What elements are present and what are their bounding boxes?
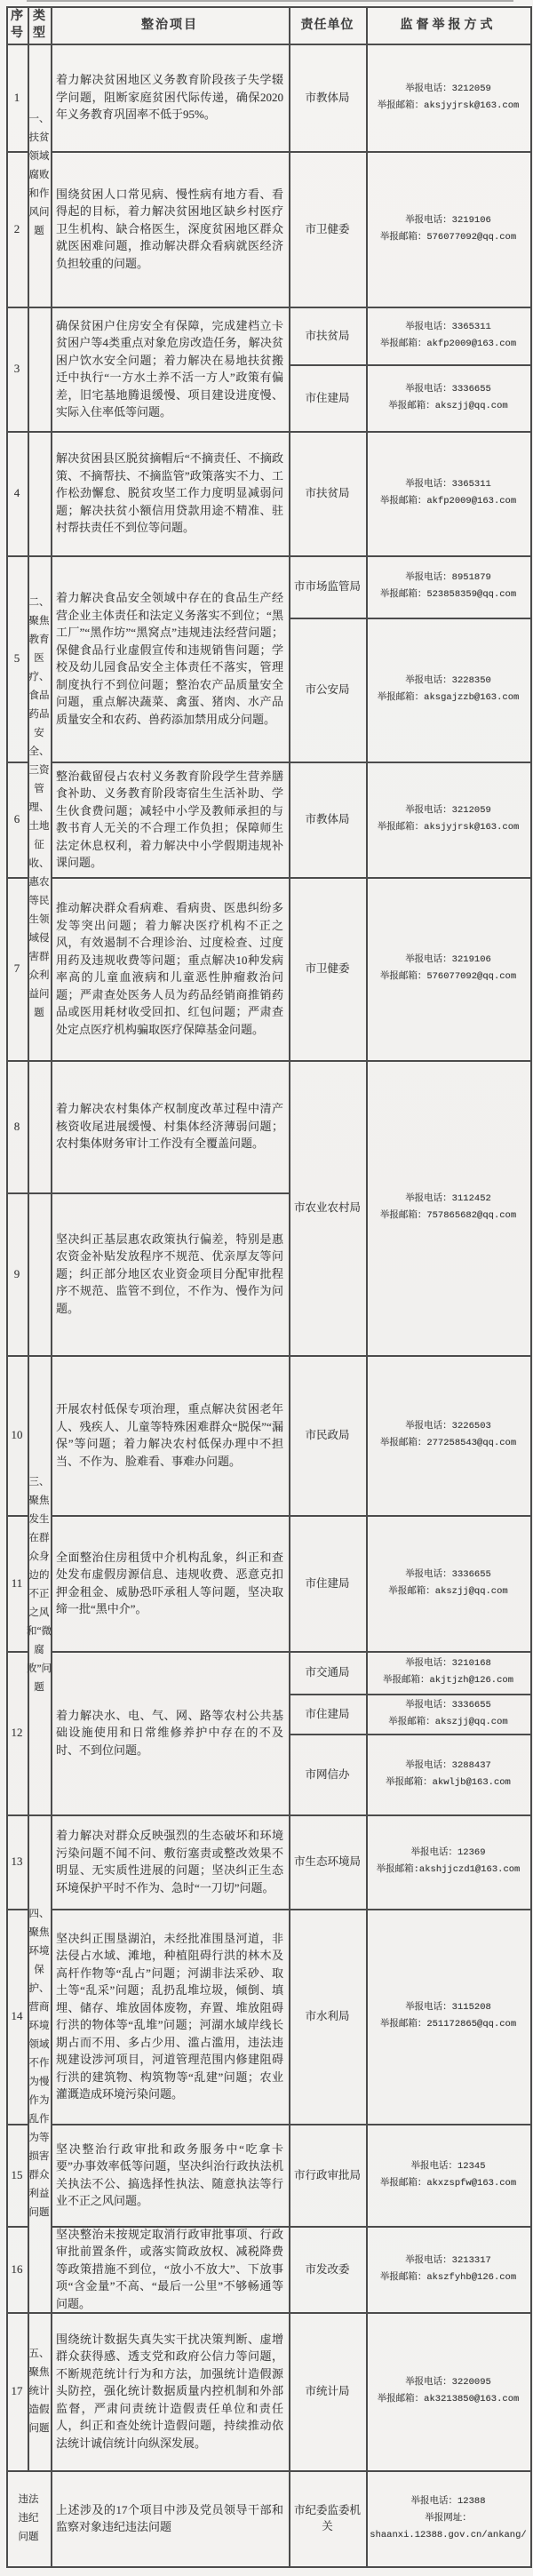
unit-name: 市卫健委 xyxy=(305,222,350,235)
col-header-project xyxy=(51,6,289,44)
unit-name: 市卫健委 xyxy=(305,962,350,975)
project-text: 坚决整治行政审批和政务服务中“吃拿卡要”办事效率低等问题，坚决纠治行政执法机关执法不公、搞选择性执法、随意执法等行业不正之风问题。 xyxy=(56,2141,283,2207)
unit-name-cell xyxy=(289,151,366,307)
contact-line: 举报电话：3212059 xyxy=(405,83,491,94)
unit-name-cell xyxy=(289,1355,366,1515)
project-text: 上述涉及的17个项目中涉及党员领导干部和监察对象违纪违法问题 xyxy=(56,2502,283,2533)
project-text: 推动解决群众看病难、看病贵、医患纠纷多发等突出问题；着力解决医疗机构不正之风，有效遏制不合理诊治、过度检查、过度用药及违规收费等问题；重点解决10种发病率高的儿童血液病和儿童恶性肿瘤救治问题；严肃查处医务人员为药品经销商推销药品或医用耗材收受回扣、红包问题；严肃查处定点医疗机构骗取医疗保障基金问题。 xyxy=(56,901,283,1036)
grid-line-h xyxy=(6,2566,532,2568)
contact-line: 举报邮箱：akfp2009@163.com xyxy=(379,496,517,506)
contact-cell xyxy=(366,1060,530,1355)
contact-line: 举报电话：3336655 xyxy=(405,1568,491,1580)
violation-type-cell xyxy=(6,2470,51,2566)
contact-line: 举报电话：12345 xyxy=(410,2160,486,2172)
unit-name: 市住建局 xyxy=(305,391,350,404)
contact-line: 举报电话：3219106 xyxy=(405,214,491,226)
type-group-cell xyxy=(28,44,51,307)
project-text: 解决贫困县区脱贫摘帽后“不摘责任、不摘政策、不摘帮扶、不摘监管”政策落实不力、工作松劲懈怠、脱贫攻坚工作力度明显减弱问题；解决扶贫小额信用贷款用途不精准、驻村帮扶责任不到位等问题。 xyxy=(56,451,283,535)
unit-name-cell xyxy=(289,877,366,1060)
unit-name: 市农业农村局 xyxy=(293,1201,361,1214)
unit-name-cell xyxy=(289,1694,366,1734)
contact-line: 举报邮箱:akshjjczd1@163.com xyxy=(376,1864,521,1875)
contact-line: 举报电话：3365311 xyxy=(405,321,491,332)
project-cell xyxy=(51,1814,289,1909)
project-text: 围绕贫困人口常见病、慢性病有地方看、看得起的目标，着力解决贫困地区缺乡村医疗卫生机构、缺合格医生，深度贫困地区群众就医困难问题，推动解决群众看病就医经济负担较重的问题。 xyxy=(56,187,283,270)
contact-cell xyxy=(366,2312,530,2470)
project-text: 着力解决对群众反映强烈的生态破坏和环境污染问题不闻不问、敷衍塞责或整改效果不明显、无实质性进展的问题；坚决纠正生态环境保护平时不作为、急时“一刀切”问题。 xyxy=(56,1829,283,1894)
unit-name-cell xyxy=(289,762,366,877)
type-group-label: 一、扶贫领域腐败和作风问题 xyxy=(28,113,50,236)
row-number-cell: 9 xyxy=(13,1266,20,1280)
project-cell xyxy=(51,307,289,431)
row-number-cell: 10 xyxy=(11,1428,23,1441)
unit-name: 市水利局 xyxy=(305,2010,350,2022)
contact-cell xyxy=(366,151,530,307)
contact-cell xyxy=(366,1909,530,2124)
col-header-project-label: 整治项目 xyxy=(141,18,198,32)
contact-cell xyxy=(366,431,530,555)
type-group-label: 四、聚焦环境保护、营商环境领域不作为慢作为乱作为等损害群众利益问题 xyxy=(28,1908,50,2218)
project-cell xyxy=(51,1651,289,1814)
contact-line: 举报邮箱：576077092@qq.com xyxy=(379,971,517,982)
row-number-cell: 14 xyxy=(11,2009,23,2022)
contact-line: 举报电话：3210168 xyxy=(405,1658,491,1669)
col-header-unit xyxy=(289,6,366,44)
unit-name: 市扶贫局 xyxy=(305,329,350,342)
contact-line: 举报邮箱：akxzspfw@163.com xyxy=(379,2177,517,2189)
type-group-cell xyxy=(28,2312,51,2470)
contact-cell xyxy=(366,1814,530,1909)
project-cell xyxy=(51,555,289,762)
unit-name: 市教体局 xyxy=(305,91,350,104)
row-number-cell: 17 xyxy=(11,2384,23,2397)
contact-line: 举报电话：8951879 xyxy=(405,572,491,583)
row-number-cell: 6 xyxy=(13,812,20,825)
project-cell xyxy=(51,431,289,555)
project-text: 着力解决农村集体产权制度改革过程中清产核资收尾进展缓慢、村集体经济薄弱问题；农村集体财务审计工作没有全覆盖问题。 xyxy=(56,1102,283,1151)
unit-name: 市网信办 xyxy=(305,1767,350,1781)
project-text: 着力解决水、电、气、网、路等农村公共基础设施使用和日常维修养护中存在的不及时、不到位问题。 xyxy=(56,1708,283,1757)
row-number-cell: 11 xyxy=(11,1575,23,1590)
project-text: 着力解决食品安全领域中存在的食品生产经营企业主体责任和法定义务落实不到位；“黑工厂”“黑作坊”“黑窝点”违规违法经营问题；保健食品行业虚假宣传和违规销售问题；学校及幼儿园食品安全主体责任不落实，管理制度执行不到位问题；整治农产品质量安全问题，重点解决蔬菜、禽蛋、猪肉、水产品质量安全和农药、兽药添加禁用成分问题。 xyxy=(56,591,283,726)
contact-line: 举报电话：3213317 xyxy=(405,2254,491,2266)
unit-name-cell xyxy=(289,2470,366,2566)
contact-line: 举报邮箱：akjtjzh@126.com xyxy=(382,1675,513,1686)
row-number-cell: 12 xyxy=(11,1726,23,1739)
unit-name: 市纪委监委机关 xyxy=(293,2504,361,2532)
project-text: 着力解决贫困地区义务教育阶段孩子失学辍学问题，阻断家庭贫困代际传递，确保2020年义务教育巩固率不低于95%。 xyxy=(56,73,283,122)
contact-line: 举报邮箱：aksjyjrsk@163.com xyxy=(377,822,520,833)
contact-line: 举报邮箱：277258543@qq.com xyxy=(379,1438,517,1448)
unit-name: 市行政审批局 xyxy=(293,2168,361,2181)
type-group-label: 三、聚焦发生在群众身边的不正之风和“微腐败”问题 xyxy=(26,1476,52,1693)
row-number-cell: 5 xyxy=(13,651,20,665)
unit-name: 市发改委 xyxy=(305,2262,350,2276)
type-group-label: 五、聚焦统计造假问题 xyxy=(28,2348,50,2434)
contact-cell xyxy=(366,307,530,364)
contact-cell xyxy=(366,364,530,431)
contact-cell xyxy=(366,1515,530,1651)
contact-line: 举报电话：3288437 xyxy=(405,1759,491,1771)
unit-name-cell xyxy=(289,431,366,555)
contact-line: 举报邮箱：757865682@qq.com xyxy=(379,1210,517,1221)
contact-line: 举报电话：3212059 xyxy=(405,805,491,816)
row-number-cell: 3 xyxy=(13,362,20,375)
project-text: 整治截留侵占农村义务教育阶段学生营养膳食补助、义务教育阶段寄宿生生活补助、学生伙食费问题；减轻中小学及教师承担的与教书育人无关的不合理工作负担；保障师生法定休息权利，着力解决中小学假期违规补课问题。 xyxy=(56,769,283,869)
project-cell xyxy=(51,2124,289,2226)
project-cell xyxy=(51,1060,289,1192)
row-number-cell: 8 xyxy=(13,1119,20,1133)
scan-artifact xyxy=(27,0,513,2)
row-number-cell: 7 xyxy=(13,961,20,975)
contact-line: 举报电话：3115208 xyxy=(405,2002,491,2013)
project-cell xyxy=(51,2470,289,2566)
unit-name: 市交通局 xyxy=(305,1666,350,1679)
type-group-cell xyxy=(28,1814,51,2312)
row-number-cell: 2 xyxy=(13,221,20,235)
col-header-serial-label: 序号 xyxy=(11,10,23,40)
contact-cell xyxy=(366,2470,530,2566)
contact-cell xyxy=(366,2124,530,2226)
project-cell xyxy=(51,2312,289,2470)
unit-name-cell xyxy=(289,1515,366,1651)
unit-name: 市民政局 xyxy=(305,1429,350,1441)
contact-line: 举报电话：3219106 xyxy=(405,954,491,965)
contact-cell xyxy=(366,877,530,1060)
contact-line: 举报邮箱：akszjj@qq.com xyxy=(388,1585,508,1597)
contact-cell xyxy=(366,1651,530,1694)
contact-line: 举报电话：3112452 xyxy=(405,1193,491,1204)
project-text: 围绕统计数据失真失实干扰决策判断、虚增群众获得感、透支党和政府公信力等问题，不断规范统计行为和方法，加强统计造假源头防控，强化统计数据质量内控机制和外部监督，严肃问责统计造假责任单位和责任人，纠正和查处统计造假问题，持续推动依法统计诚信统计向纵深发展。 xyxy=(56,2332,283,2450)
contact-line: 举报邮箱：akszjj@qq.com xyxy=(388,400,508,411)
contact-line: 举报邮箱：akszjj@qq.com xyxy=(388,1716,508,1727)
contact-cell xyxy=(366,2226,530,2312)
project-text: 确保贫困户住房安全有保障，完成建档立卡贫困户等4类重点对象危房改造任务，解决贫困户饮水安全问题；着力解决在易地扶贫搬迁中执行“一方水土养不活一方人”政策有偏差，旧宅基地腾退缓慢、项目建设进度慢、实际入住率低等问题。 xyxy=(56,318,283,419)
unit-name: 市教体局 xyxy=(305,813,350,825)
unit-name-cell xyxy=(289,44,366,151)
grid-line-v xyxy=(530,6,532,2566)
project-text: 坚决整治未按规定取消行政审批事项、行政审批前置条件，或落实简政放权、减税降费等政策措施不到位，“放小不放大”、下放事项“含金量”不高、“最后一公里”不够畅通等问题。 xyxy=(56,2227,283,2310)
contact-cell xyxy=(366,1694,530,1734)
project-text: 开展农村低保专项治理，重点解决贫困老年人、残疾人、儿童等特殊困难群众“脱保”“漏保”等问题；着力解决农村低保办理中不担当、不作为、脸难看、事难办问题。 xyxy=(56,1402,283,1468)
contact-line: 举报电话：3336655 xyxy=(405,1699,491,1711)
contact-line: 举报电话：3365311 xyxy=(405,479,491,490)
unit-name-cell xyxy=(289,555,366,618)
contact-line: 举报电话：3220095 xyxy=(405,2377,491,2388)
contact-cell xyxy=(366,1355,530,1515)
unit-name-cell xyxy=(289,1814,366,1909)
unit-name: 市扶贫局 xyxy=(305,487,350,499)
unit-name: 市市场监管局 xyxy=(293,580,361,593)
contact-cell xyxy=(366,1734,530,1814)
unit-name-cell xyxy=(289,618,366,762)
col-header-report-method xyxy=(366,6,530,44)
row-number-cell: 4 xyxy=(13,486,20,499)
contact-line: 举报邮箱：akszfyhb@126.com xyxy=(379,2271,517,2283)
project-text: 全面整治住房租赁中介机构乱象，纠正和查处发布虚假房源信息、违规收费、恶意克扣押金租金、威胁恐吓承租人等问题，坚决取缔一批“黑中介”。 xyxy=(56,1550,283,1615)
contact-line: 举报电话：12388 xyxy=(410,2495,486,2507)
contact-line: 举报电话：3228350 xyxy=(405,675,491,686)
col-header-serial xyxy=(6,6,28,44)
row-number-cell: 1 xyxy=(13,90,20,104)
contact-line: 举报邮箱：251172865@qq.com xyxy=(379,2019,517,2030)
contact-line: 举报邮箱：523858359@qq.com xyxy=(379,589,517,600)
unit-name-cell xyxy=(289,364,366,431)
col-header-report-method-label: 监督举报方式 xyxy=(400,18,497,32)
contact-cell xyxy=(366,555,530,618)
contact-cell xyxy=(366,618,530,762)
project-cell xyxy=(51,44,289,151)
project-cell xyxy=(51,877,289,1060)
unit-name-cell xyxy=(289,1909,366,2124)
contact-line: 举报邮箱：aksjyjrsk@163.com xyxy=(377,100,520,111)
row-number-cell: 16 xyxy=(11,2261,23,2276)
col-header-type xyxy=(28,6,51,44)
violation-type-label: 违法违纪问题 xyxy=(18,2493,39,2542)
row-number-cell: 15 xyxy=(11,2167,23,2181)
project-text: 坚决纠正基层惠农政策执行偏差，特别是惠农资金补贴发放程序不规范、优亲厚友等问题；纠正部分地区农业资金项目分配审批程序不规范、监管不到位，不作为、慢作为问题。 xyxy=(56,1232,283,1315)
project-cell xyxy=(51,762,289,877)
col-header-unit-label: 责任单位 xyxy=(300,18,354,32)
unit-name-cell xyxy=(289,307,366,364)
project-cell xyxy=(51,1192,289,1355)
unit-name-cell xyxy=(289,1734,366,1814)
project-text: 坚决纠正围垦湖泊，未经批准围垦河道，非法侵占水域、滩地，种植阻碍行洪的林木及高杆作物等“乱占”问题；河湖非法采砂、取土等“乱采”问题；乱扔乱堆垃圾，倾倒、填埋、储存、堆放固体废物，弃置、堆放阻碍行洪的物体等“乱堆”问题；河湖水域岸线长期占而不用、多占少用、滥占滥用，违法违规建设涉河项目，河道管理范围内修建阻碍行洪的建筑物、构筑物等“乱建”问题；农业灌溉造成环境污染问题。 xyxy=(56,1931,283,2101)
unit-name: 市统计局 xyxy=(305,2385,350,2397)
contact-line: 举报邮箱：akwljb@163.com xyxy=(386,1776,511,1788)
unit-name: 市住建局 xyxy=(305,1576,350,1590)
col-header-type-label: 类型 xyxy=(33,10,45,40)
type-group-cell xyxy=(28,1355,51,1814)
contact-line: 举报邮箱：576077092@qq.com xyxy=(379,231,517,243)
contact-line: 举报邮箱：akfp2009@163.com xyxy=(379,338,517,349)
unit-name-cell xyxy=(289,2312,366,2470)
unit-name-cell xyxy=(289,1060,366,1355)
unit-name: 市生态环境局 xyxy=(293,1855,361,1868)
contact-cell xyxy=(366,762,530,877)
row-number-cell: 13 xyxy=(11,1854,23,1868)
unit-name-cell xyxy=(289,2124,366,2226)
contact-line: 举报电话：12369 xyxy=(410,1847,486,1858)
grid-line-h xyxy=(6,6,532,8)
contact-line: 举报电话：3336655 xyxy=(405,383,491,395)
contact-line: 举报电话：3226503 xyxy=(405,1421,491,1432)
contact-line: 举报邮箱：aksgajzzb@163.com xyxy=(377,692,520,703)
project-cell xyxy=(51,1909,289,2124)
unit-name: 市公安局 xyxy=(305,683,350,696)
contact-cell xyxy=(366,44,530,151)
contact-line: 举报邮箱：ak3213850@163.com xyxy=(377,2394,520,2405)
type-group-cell xyxy=(28,555,51,1060)
project-cell xyxy=(51,1355,289,1515)
unit-name-cell xyxy=(289,2226,366,2312)
unit-name: 市住建局 xyxy=(305,1707,350,1720)
type-group-label: 二、聚焦教育医疗、食品药品安全、三资管理、土地征收、惠农等民生领域侵害群众利益问题 xyxy=(28,596,50,1018)
project-cell xyxy=(51,2226,289,2312)
contact-line: shaanxi.12388.gov.cn/ankang/ xyxy=(370,2529,527,2540)
project-cell xyxy=(51,1515,289,1651)
unit-name-cell xyxy=(289,1651,366,1694)
contact-line: 举报网址： xyxy=(425,2512,472,2524)
project-cell xyxy=(51,151,289,307)
